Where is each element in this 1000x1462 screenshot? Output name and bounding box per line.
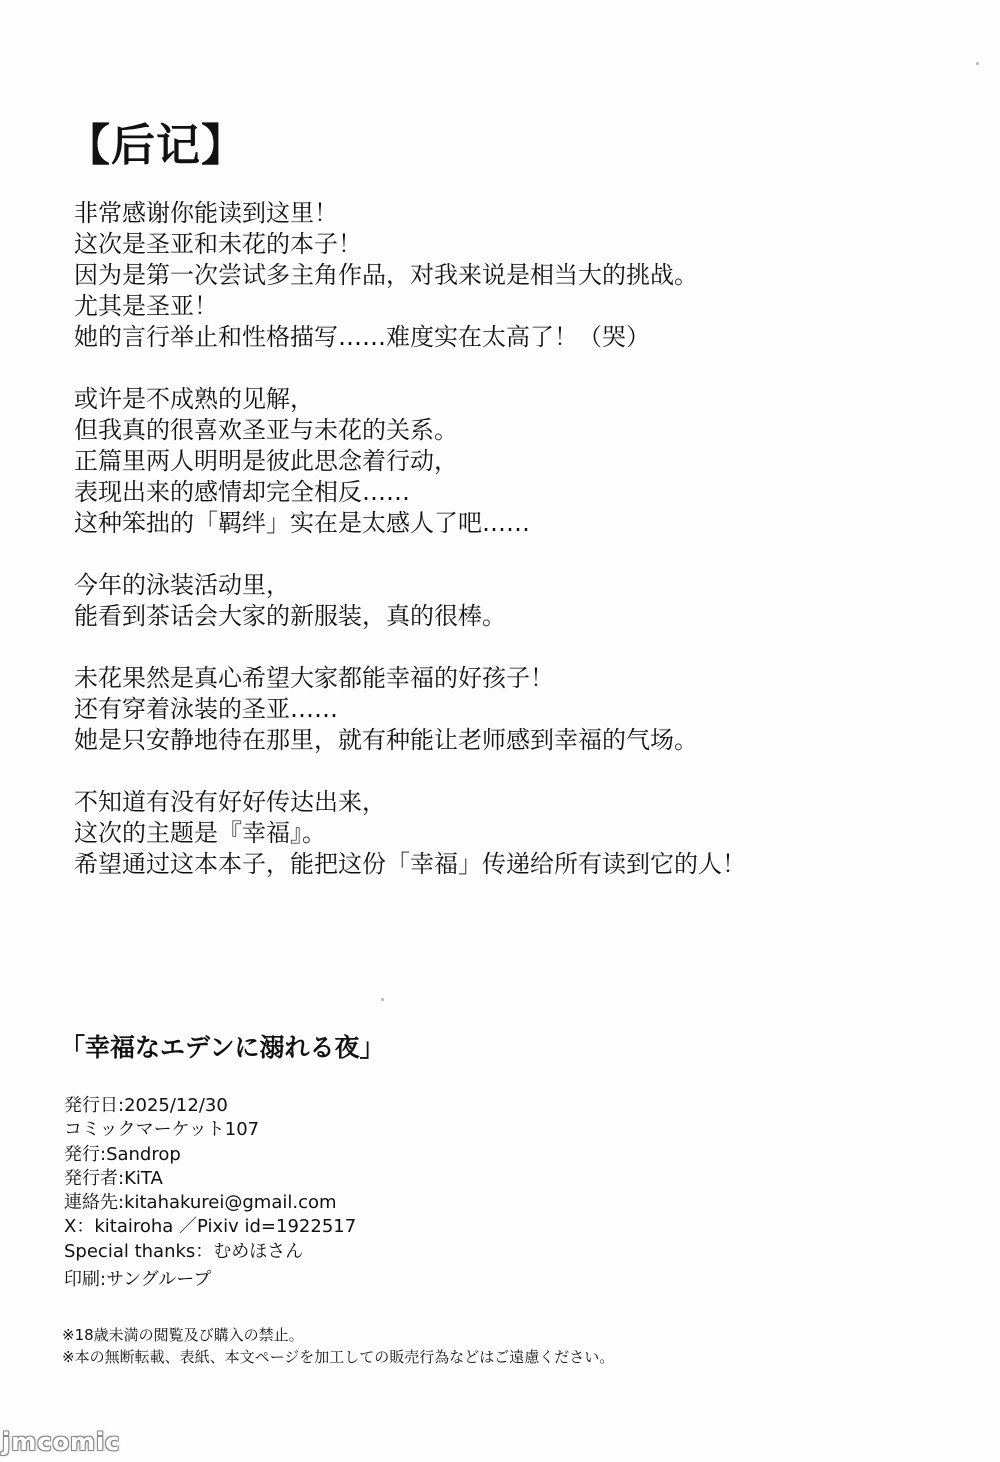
afterword-paragraph [74, 787, 954, 880]
paragraph-gap [74, 539, 954, 570]
afterword-paragraph [74, 384, 954, 539]
afterword-line: 未花果然是真心希望大家都能幸福的好孩子！ [74, 664, 554, 692]
social-accounts: X：kitairoha ／Pixiv id=1922517 [64, 1216, 357, 1238]
printer: 印刷:サングループ [64, 1269, 212, 1291]
afterword-line: 这次的主题是『幸福』。 [74, 819, 326, 847]
paragraph-gap [74, 756, 954, 787]
afterword-line: 因为是第一次尝试多主角作品，对我来说是相当大的挑战。 [74, 261, 698, 289]
afterword-paragraph [74, 198, 954, 353]
afterword-line: 今年的泳装活动里， [74, 571, 290, 599]
print-speck [976, 62, 979, 65]
site-watermark: jmcomic [2, 1428, 121, 1456]
afterword-heading: 【后记】 [66, 120, 246, 171]
afterword-line: 正篇里两人明明是彼此思念着行动， [74, 447, 458, 475]
book-title: 「幸福なエデンに溺れる夜」 [60, 1033, 385, 1062]
age-restriction-notice: ※18歳未満の閲覧及び購入の禁止。 [62, 1326, 304, 1344]
afterword-line: 尤其是圣亚！ [74, 292, 218, 320]
afterword-line: 表现出来的感情却完全相反…… [74, 478, 410, 506]
afterword-line: 不知道有没有好好传达出来， [74, 788, 386, 816]
afterword-line: 但我真的很喜欢圣亚与未花的关系。 [74, 416, 458, 444]
afterword-line: 还有穿着泳装的圣亚…… [74, 695, 338, 723]
afterword-line: 或许是不成熟的见解， [74, 385, 314, 413]
afterword-line: 她的言行举止和性格描写……难度实在太高了！（哭） [74, 323, 650, 351]
afterword-body [74, 198, 954, 880]
paragraph-gap [74, 353, 954, 384]
special-thanks: Special thanks：むめほさん [64, 1240, 304, 1262]
contact-email: 連絡先:kitahakurei@gmail.com [64, 1192, 337, 1214]
reproduction-notice: ※本の無断転載、表紙、本文ページを加工しての販売行為などはご遠慮ください。 [62, 1348, 615, 1366]
afterword-paragraph [74, 663, 954, 756]
publish-date: 発行日:2025/12/30 [64, 1095, 228, 1116]
event-name: コミックマーケット107 [64, 1119, 260, 1141]
paragraph-gap [74, 632, 954, 663]
afterword-line: 希望通过这本本子，能把这份「幸福」传递给所有读到它的人！ [74, 850, 746, 878]
afterword-line: 能看到茶话会大家的新服装，真的很棒。 [74, 602, 506, 630]
afterword-line: 她是只安静地待在那里，就有种能让老师感到幸福的气场。 [74, 726, 698, 754]
author: 発行者:KiTA [64, 1167, 163, 1189]
afterword-line: 这种笨拙的「羁绊」实在是太感人了吧…… [74, 509, 530, 537]
afterword-line: 这次是圣亚和未花的本子！ [74, 230, 362, 258]
publisher: 発行:Sandrop [64, 1143, 181, 1165]
afterword-line: 非常感谢你能读到这里！ [74, 199, 338, 227]
print-speck [381, 998, 384, 1001]
colophon [64, 1094, 764, 1292]
legal-notices [62, 1324, 942, 1368]
afterword-paragraph [74, 570, 954, 632]
